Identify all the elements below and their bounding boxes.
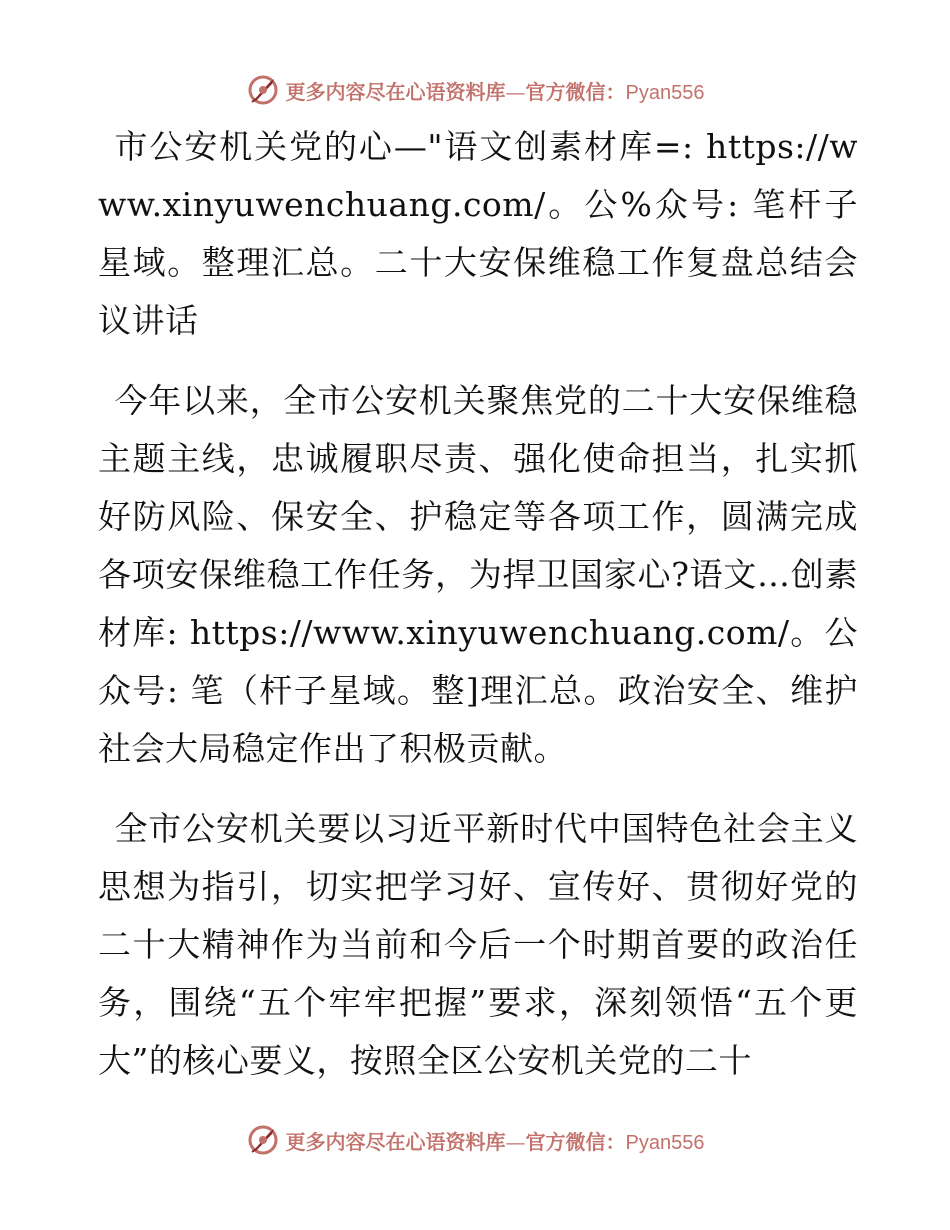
document-body — [98, 118, 858, 1112]
header-banner — [0, 70, 950, 110]
footer-banner-text — [286, 1126, 705, 1155]
header-wechat-id: Pyan556 — [625, 81, 705, 104]
header-wechat-label: 官方微信： — [525, 79, 626, 104]
footer-banner-slogan: 更多内容尽在心语资料库 — [285, 1129, 506, 1154]
footer-banner-separator: — — [505, 1129, 526, 1154]
header-banner-slogan: 更多内容尽在心语资料库 — [285, 79, 506, 104]
quill-pen-logo-icon — [246, 1123, 280, 1157]
footer-wechat-label: 官方微信： — [525, 1129, 626, 1154]
paragraph-1: 今年以来，全市公安机关聚焦党的二十大安保维稳主题主线，忠诚履职尽责、强化使命担当，扎实抓好防风险、保安全、护稳定等各项工作，圆满完成各项安保维稳工作任务，为捍卫国家心?语文…创素材库: https://www.xinyuwenchuang.com/。公众号: 笔（杆子星域。整]理汇总。政治安全、维护社会大局稳定作出了积极贡献。 — [98, 381, 858, 768]
header-banner-text — [286, 76, 705, 105]
header-banner-separator: — — [505, 79, 526, 104]
paragraph-2: 全市公安机关要以习近平新时代中国特色社会主义思想为指引，切实把学习好、宣传好、贯彻好党的二十大精神作为当前和今后一个时期首要的政治任务，围绕“五个牢牢把握”要求，深刻领悟“五个更大”的核心要义，按照全区公安机关党的二十 — [98, 809, 858, 1080]
footer-banner — [0, 1120, 950, 1160]
quill-pen-logo-icon — [246, 73, 280, 107]
footer-wechat-id: Pyan556 — [625, 1131, 705, 1154]
paragraph-title: 市公安机关党的心—"语文创素材库=: https://www.xinyuwenchuang.com/。公%众号: 笔杆子星域。整理汇总。二十大安保维稳工作复盘总结会议讲话 — [98, 127, 858, 340]
